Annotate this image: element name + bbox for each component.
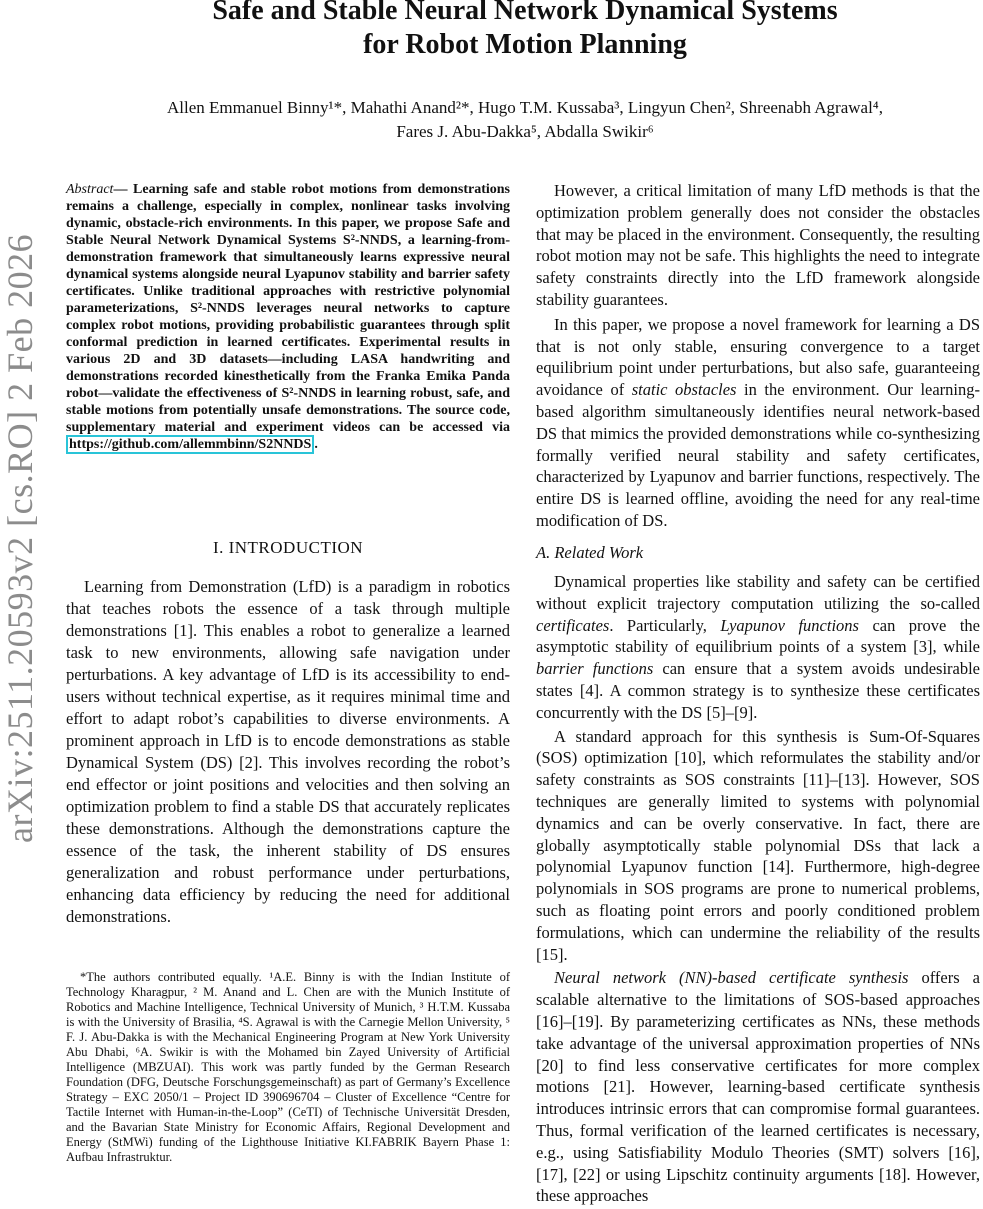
- cert-emphasis-3: barrier functions: [536, 659, 654, 679]
- nn-emphasis: Neural network (NN)-based certificate synthesis: [554, 968, 909, 988]
- proposal-paragraph: [536, 314, 980, 532]
- subsection-heading-related-work: A. Related Work: [536, 543, 644, 562]
- proposal-emphasis: static obstacles: [631, 380, 737, 400]
- cert-text-b: . Particularly,: [609, 615, 721, 635]
- author-list: [70, 96, 980, 144]
- proposal-text-a: In this paper, we propose a novel framework for learning a DS that is not only stable, ensuring convergence to a target equilibrium point under perturbations, but also safe, guaranteeing avoidance of: [536, 314, 980, 400]
- cert-text-d: can ensure that a system avoids undesirable states [4]. A common strategy is to synthesize these certificates concurrently with the DS [5]–[9].: [536, 659, 980, 722]
- title-line-2: for Robot Motion Planning: [363, 29, 687, 60]
- cert-text-c: can prove the asymptotic stability of equilibrium points of a system [3], while: [536, 615, 980, 657]
- authors-line-2: Fares J. Abu-Dakka⁵, Abdalla Swikir⁶: [396, 122, 654, 141]
- related-work: [536, 571, 980, 1209]
- nn-certificate-paragraph: [536, 967, 980, 1207]
- footnote: *The authors contributed equally. ¹A.E. Binny is with the Indian Institute of Technology Kharagpur, ² M. Anand and L. Chen are with the Munich Institute of Robotics and Machine Intelligence, Technical University of Munich, ³ H.T.M. Kussaba is with the University of Brasilia, ⁴S. Agrawal is with the Carnegie Mellon University, ⁵ F. J. Abu-Dakka is with the Mechanical Engineering Program at New York University Abu Dhabi, ⁶A. Swikir is with the Mohamed bin Zayed University of Artificial Intelligence (MBZUAI). This work was partly funded by the German Research Foundation (DFG, Deutsche Forschungsgemeinschaft) as part of Germany’s Excellence Strategy – EXC 2050/1 – Project ID 390696704 – Cluster of Excellence “Centre for Tactile Internet with Human-in-the-Loop” (CeTI) of Technische Universität Dresden, and the Bavarian State Ministry for Economic Affairs, Regional Development and Energy (StMWi) funding of the Lighthouse Initiative KI.FABRIK Bayern Phase 1: Aufbau Infrastruktur.: [66, 970, 510, 1164]
- proposal-text-b: in the environment. Our learning-based algorithm simultaneously identifies neural network-based DS that mimics the provided demonstrations while co-synthesizing formally verified neural stability and safety certificates, characterized by Lyapunov and barrier functions, respectively. The entire DS is learned offline, avoiding the need for any real-time modification of DS.: [536, 380, 980, 530]
- paper-title: [150, 0, 900, 62]
- arxiv-stamp: arXiv:2511.20593v2 [cs.RO] 2 Feb 2026: [0, 233, 40, 843]
- certificates-paragraph: [536, 571, 980, 724]
- abstract-body: — Learning safe and stable robot motions from demonstrations remains a challenge, especially in complex, nonlinear tasks involving dynamic, obstacle-rich environments. In this paper, we propose Safe and Stable Neural Network Dynamical Systems S²-NNDS, a learning-from-demonstration framework that simultaneously learns expressive neural dynamical systems alongside neural Lyapunov stability and barrier safety certificates. Unlike traditional approaches with restrictive polynomial parameterizations, S²-NNDS leverages neural networks to capture complex robot motions, providing probabilistic guarantees through split conformal prediction in learned certificates. Experimental results in various 2D and 3D datasets—including LASA handwriting and demonstrations recorded kinesthetically from the Franka Emika Panda robot—validate the effectiveness of S²-NNDS in learning robust, safe, and stable motions from potentially unsafe demonstrations. The source code, supplementary material and experiment videos can be accessed via: [66, 182, 510, 435]
- intro-paragraph: Learning from Demonstration (LfD) is a paradigm in robotics that teaches robots the essence of a task through multiple demonstrations [1]. This enables a robot to generalize a learned task to new environments, allowing safe navigation under perturbations. A key advantage of LfD is its accessibility to end-users without technical expertise, as it requires minimal time and effort to adapt robot’s capabilities to diverse environments. A prominent approach in LfD is to encode demonstrations as stable Dynamical System (DS) [2]. This involves recording the robot’s end effector or joint positions and velocities and then solving an optimization problem to find a stable DS that accurately replicates these demonstrations. Although the demonstrations capture the essence of the task, the inherent stability of DS ensures generalization and robust performance under perturbations, enhancing data efficiency by reducing the need for additional demonstrations.: [66, 577, 510, 926]
- limitation-paragraph: However, a critical limitation of many LfD methods is that the optimization problem generally does not consider the obstacles that may be placed in the environment. Consequently, the resulting robot motion may not be safe. This highlights the need to integrate safety constraints directly into the LfD framework alongside stability guarantees.: [536, 181, 980, 309]
- section-heading-introduction: I. INTRODUCTION: [212, 538, 364, 557]
- title-line-1: Safe and Stable Neural Network Dynamical Systems: [212, 0, 838, 26]
- nn-text: offers a scalable alternative to the limitations of SOS-based approaches [16]–[19]. By parameterizing certificates as NNs, these methods take advantage of the universal approximation properties of NNs [20] to find less conservative certificates for more complex motions [21]. However, learning-based certificate synthesis introduces intrinsic errors that can compromise formal guarantees. Thus, formal verification of the learned certificates is necessary, e.g., using Satisfiability Modulo Theories (SMT) solvers [16], [17], [22] or using Lipschitz continuity arguments [18]. However, these approaches: [536, 968, 980, 1206]
- cert-emphasis-1: certificates: [536, 615, 610, 635]
- authors-line-1: Allen Emmanuel Binny¹*, Mahathi Anand²*, Hugo T.M. Kussaba³, Lingyun Chen², Shreenabh Agrawal⁴,: [167, 98, 883, 117]
- abstract-end: .: [314, 437, 318, 452]
- abstract-label: Abstract: [66, 182, 114, 197]
- cert-emphasis-2: Lyapunov functions: [720, 615, 859, 635]
- sos-paragraph: A standard approach for this synthesis is Sum-Of-Squares (SOS) optimization [10], which reformulates the stability and/or safety constraints as SOS constraints [11]–[13]. However, SOS techniques are generally limited to systems with polynomial dynamics and can be overly conservative. In fact, there are globally asymptotically stable polynomial DSs that lack a polynomial Lyapunov function [14]. Furthermore, high-degree polynomials in SOS programs are prone to numerical problems, such as floating point errors and poorly conditioned problem formulations, which can undermine the reliability of the results [15].: [536, 726, 980, 964]
- github-link[interactable]: https://github.com/allemmbinn/S2NNDS: [66, 435, 314, 454]
- cert-text-a: Dynamical properties like stability and safety can be certified without explicit trajectory computation utilizing the so-called: [536, 572, 980, 613]
- abstract: [66, 181, 510, 453]
- right-column-top: [536, 180, 980, 535]
